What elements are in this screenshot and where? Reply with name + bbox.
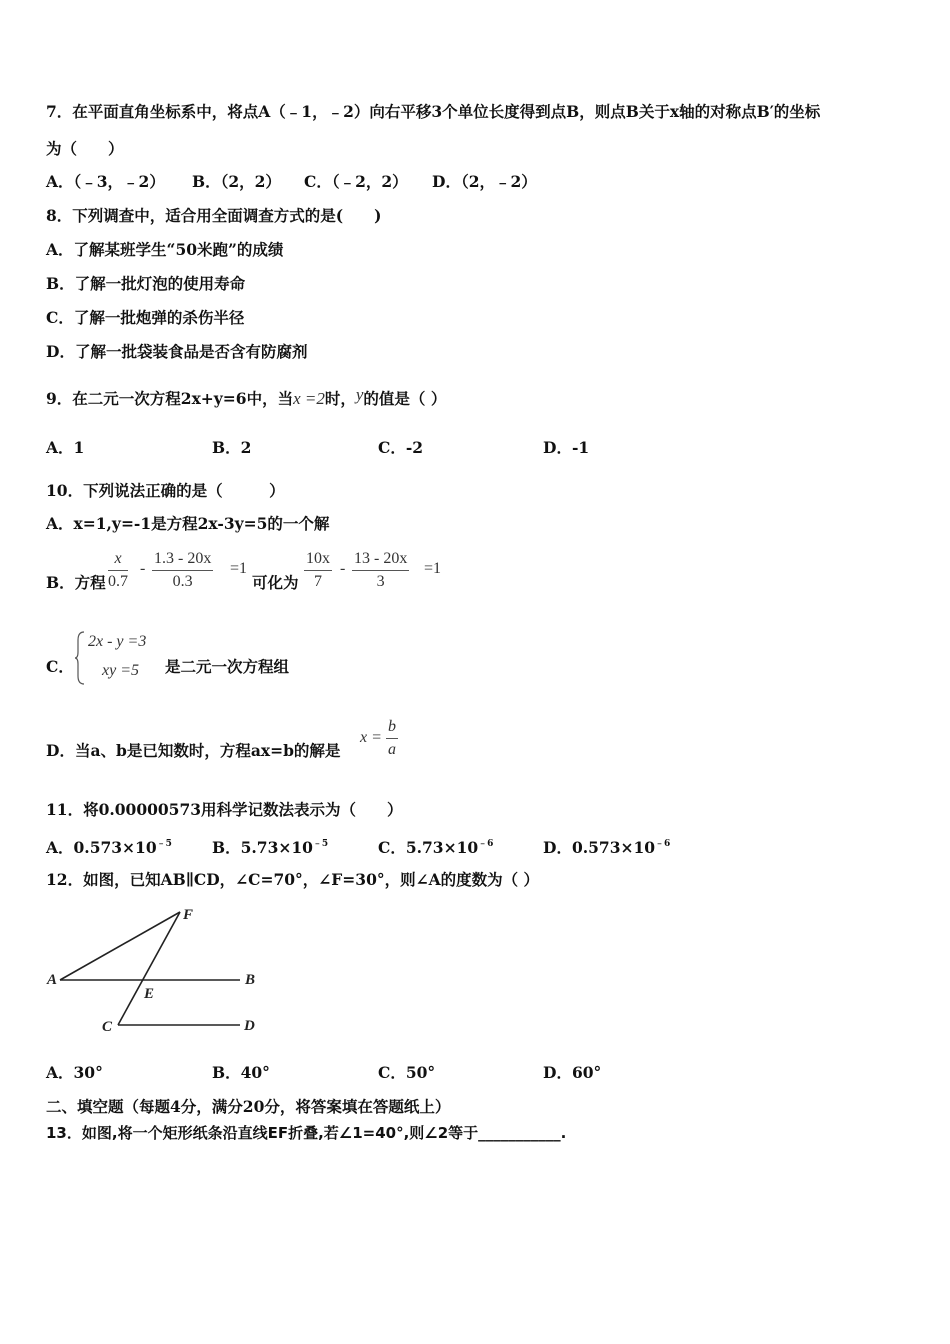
q10-fraction-4-numerator: 13 - 20x [352,548,409,571]
q10-minus-2: - [340,560,346,577]
q10-fraction-1 [108,548,128,593]
q11-option-d-exponent: ﹣6 [655,839,671,849]
q9-option-a: A．1 [46,438,85,457]
q10-option-c-prefix: C． [46,657,74,676]
q9-variable: y [355,385,364,404]
label-c: C [102,1019,113,1035]
q8-option-b: B．了解一批灯泡的使用寿命 [46,274,246,293]
q11-option-a-exponent: ﹣5 [156,839,172,849]
q11-option-d [543,834,670,858]
q10-option-c-text: 是二元一次方程组 [165,657,290,676]
label-f: F [183,907,194,923]
q10-fraction-3-numerator: 10x [304,548,332,571]
q11-option-a-label: A．0.573×10 [46,838,157,857]
q9-option-b: B．2 [212,438,252,457]
q11-option-b-label: B．5.73×10 [212,838,313,857]
q13-stem: 13．如图,将一个矩形纸条沿直线EF折叠,若∠1=40°,则∠2等于___________. [46,1124,567,1142]
q9-option-d: D．-1 [543,438,590,457]
q10-equals-1: =1 [230,560,248,577]
q10-option-d-fraction [386,716,398,761]
q12-stem: 12．如图，已知AB∥CD，∠C=70°，∠F=30°，则∠A的度数为（ ） [46,870,540,889]
q7-stem-line1: 7．在平面直角坐标系中，将点A（﹣1，﹣2）向右平移3个单位长度得到点B，则点B关于x轴的对称点B′的坐标 [46,102,821,121]
q10-fraction-1-numerator: x [108,548,128,571]
q11-option-c-exponent: ﹣6 [478,839,494,849]
q9-stem-part3: 的值是（ ） [363,389,447,408]
q10-fraction-3-denominator: 7 [314,573,322,590]
q9-condition: x =2 [293,389,325,408]
q10-fraction-2-numerator: 1.3 - 20x [152,548,213,571]
q12-figure [40,900,270,1040]
q11-option-b-exponent: ﹣5 [312,839,329,849]
q7-stem-line2: 为（ ） [46,139,124,158]
q11-option-d-label: D．0.573×10 [543,838,656,857]
label-a: A [47,972,58,988]
q10-option-d-text: D．当a、b是已知数时，方程ax=b的解是 [46,741,341,760]
label-d: D [244,1018,255,1034]
q11-option-b [212,834,328,858]
q10-minus-1: - [140,560,146,577]
label-e: E [144,986,155,1002]
q7-option-a: A．（﹣3，﹣2） [46,172,165,191]
q12-option-d: D．60° [543,1063,602,1082]
q9-stem-part2: 时， [324,389,356,408]
q8-option-d: D．了解一批袋装食品是否含有防腐剂 [46,342,308,361]
q11-option-c-label: C．5.73×10 [378,838,479,857]
q12-option-a: A．30° [46,1063,103,1082]
q10-fraction-2-denominator: 0.3 [172,573,193,590]
q10-fraction-1-denominator: 0.7 [108,573,128,590]
q11-option-c [378,834,493,858]
q10-option-d-x: x = [360,729,382,746]
q9-option-c: C．-2 [378,438,424,457]
q10-system-brace [74,630,86,686]
q10-fraction-2 [152,548,213,593]
q10-option-b-prefix: B．方程 [46,573,106,592]
q7-option-c: C．（﹣2，2） [304,172,408,191]
q9-stem-part1: 9．在二元一次方程2x+y=6中，当 [46,389,294,408]
q8-option-c: C．了解一批炮弹的杀伤半径 [46,308,245,327]
q7-option-d: D．（2，﹣2） [432,172,537,191]
q12-option-c: C．50° [378,1063,436,1082]
q11-stem: 11．将0.00000573用科学记数法表示为（ ） [46,800,403,819]
q9-stem [46,385,447,409]
q8-stem: 8．下列调查中，适合用全面调查方式的是( ) [46,206,382,225]
q10-stem: 10．下列说法正确的是（ ） [46,481,285,500]
q10-option-d-denominator: a [388,741,396,758]
q7-option-b: B．（2，2） [192,172,281,191]
q12-option-b: B．40° [212,1063,270,1082]
q11-option-a [46,834,172,858]
q10-fraction-4 [352,548,409,593]
label-b: B [245,972,256,988]
q10-option-a: A．x=1,y=-1是方程2x-3y=5的一个解 [46,514,330,533]
q10-equals-2: =1 [424,560,442,577]
q10-fraction-4-denominator: 3 [376,573,385,590]
q10-system-equation-2: xy =5 [102,662,139,679]
q10-option-d-numerator: b [386,716,398,739]
q10-option-b-middle: 可化为 [252,573,299,592]
q10-fraction-3 [304,548,332,593]
q10-system-equation-1: 2x - y =3 [88,633,147,650]
q8-option-a: A．了解某班学生“50米跑”的成绩 [46,240,284,259]
section-2-heading: 二、填空题（每题4分，满分20分，将答案填在答题纸上） [46,1097,451,1116]
